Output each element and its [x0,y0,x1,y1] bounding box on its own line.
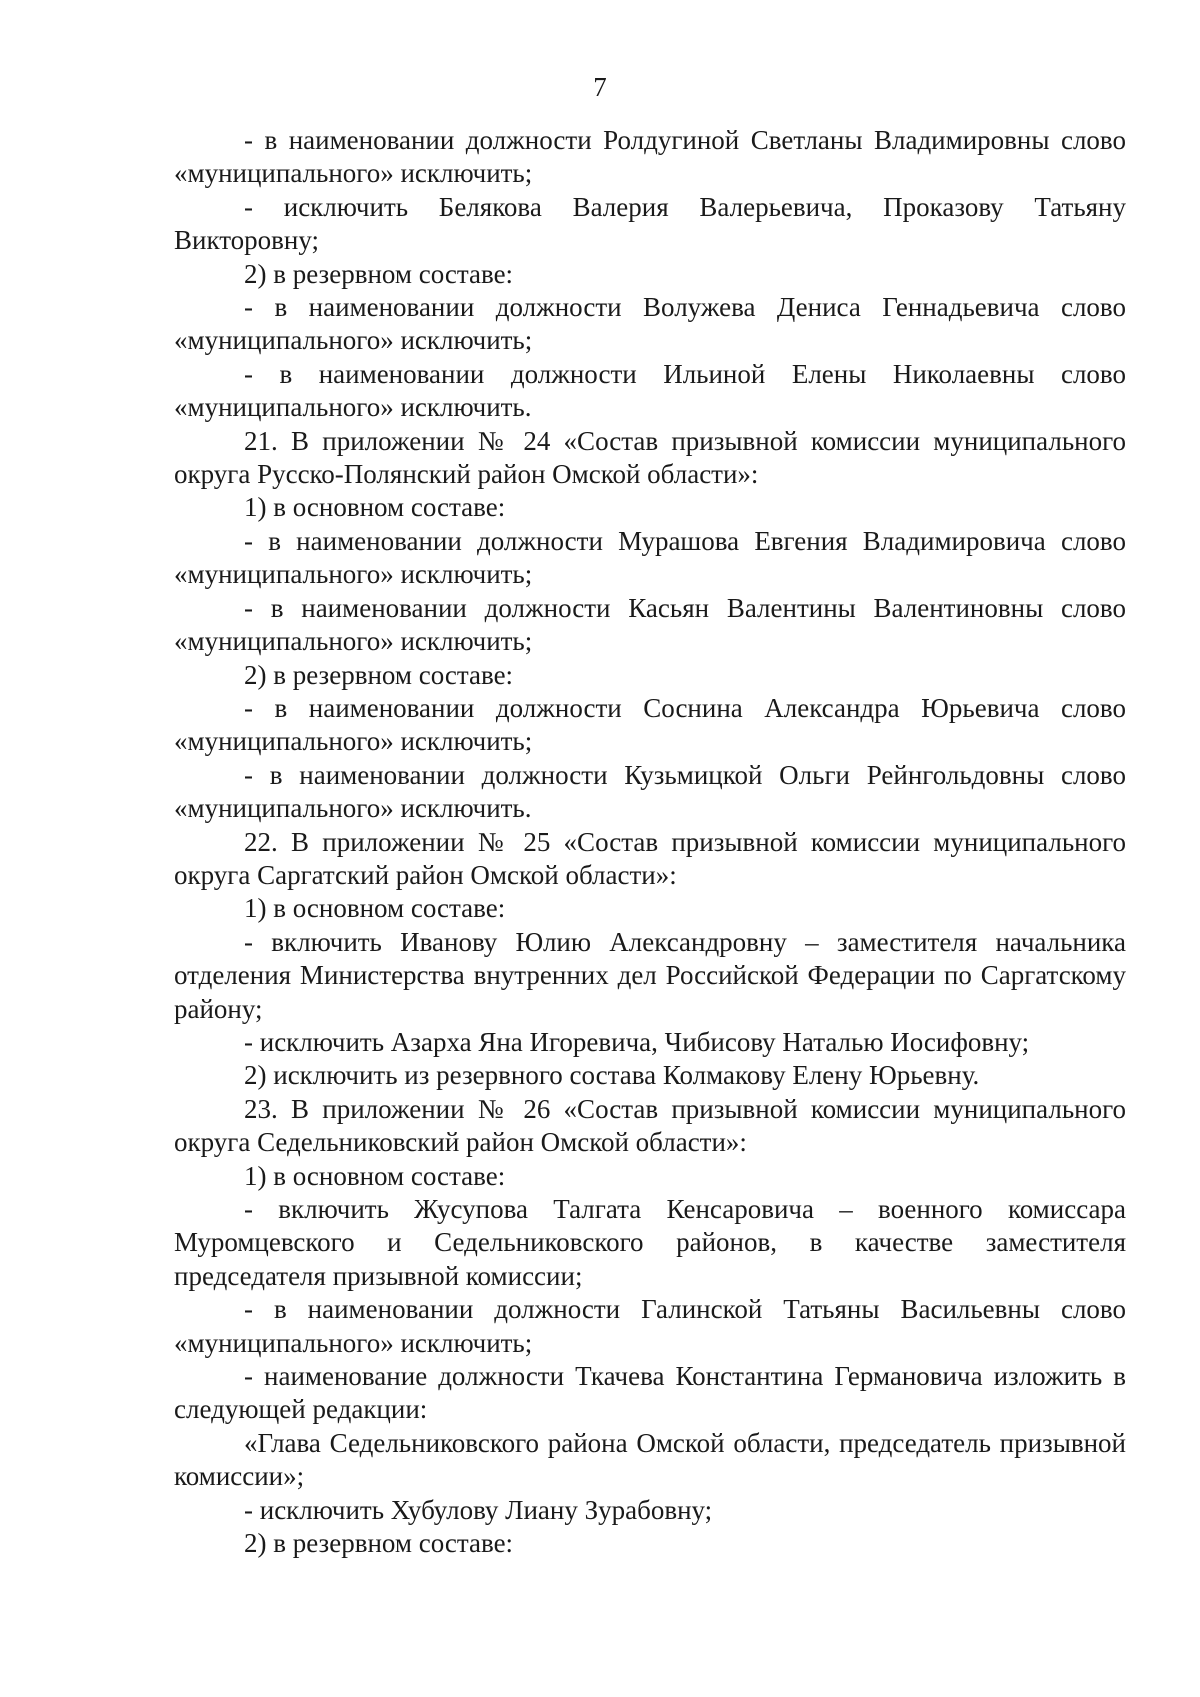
paragraph: - исключить Хубулову Лиану Зурабовну; [244,1494,713,1525]
paragraph: 2) исключить из резервного состава Колмакову Елену Юрьевну. [244,1060,980,1091]
paragraph: - наименование должности Ткачева Константина Германовича изложить в следующей редакции: [174,1361,1126,1425]
paragraph: 1) в основном составе: [244,1160,506,1191]
paragraph: - включить Иванову Юлию Александровну – заместителя начальника отделения Министерства внутренних дел Российской Федерации по Саргатскому району; [174,926,1126,1024]
paragraph: - в наименовании должности Галинской Татьяны Васильевны слово «муниципального» исключить; [174,1294,1126,1358]
paragraph: - в наименовании должности Соснина Александра Юрьевича слово «муниципального» исключить; [174,692,1126,757]
paragraph: 2) в резервном составе: [244,659,514,690]
paragraph: - в наименовании должности Волужева Дениса Геннадьевича слово «муниципального» исключить; [174,292,1126,356]
paragraph: 1) в основном составе: [244,492,506,523]
paragraph: 1) в основном составе: [244,893,506,924]
document-body [174,124,1126,1560]
paragraph: - в наименовании должности Касьян Валентины Валентиновны слово «муниципального» исключить; [174,592,1126,657]
paragraph: - в наименовании должности Мурашова Евгения Владимировича слово «муниципального» исключить; [174,525,1126,590]
paragraph: 2) в резервном составе: [244,1528,514,1559]
paragraph: 23. В приложении № 26 «Состав призывной комиссии муниципального округа Седельниковский район Омской области»: [174,1093,1126,1158]
paragraph: - в наименовании должности Кузьмицкой Ольги Рейнгольдовны слово «муниципального» исключить. [174,759,1126,824]
paragraph: 2) в резервном составе: [244,258,514,289]
paragraph: «Глава Седельниковского района Омской области, председатель призывной комиссии»; [174,1427,1126,1492]
paragraph: 21. В приложении № 24 «Состав призывной комиссии муниципального округа Русско-Полянский район Омской области»: [174,425,1126,490]
paragraph: - исключить Азарха Яна Игоревича, Чибисову Наталью Иосифовну; [244,1026,1030,1057]
paragraph: - исключить Белякова Валерия Валерьевича, Проказову Татьяну Викторовну; [174,191,1126,256]
paragraph: - в наименовании должности Ролдугиной Светланы Владимировны слово «муниципального» исключить; [174,125,1126,189]
paragraph: - в наименовании должности Ильиной Елены Николаевны слово «муниципального» исключить. [174,358,1126,423]
paragraph: - включить Жусупова Талгата Кенсаровича – военного комиссара Муромцевского и Седельниковского районов, в качестве заместителя председателя призывной комиссии; [174,1194,1126,1291]
page-number: 7 [593,72,607,102]
paragraph: 22. В приложении № 25 «Состав призывной комиссии муниципального округа Саргатский район Омской области»: [174,826,1126,890]
